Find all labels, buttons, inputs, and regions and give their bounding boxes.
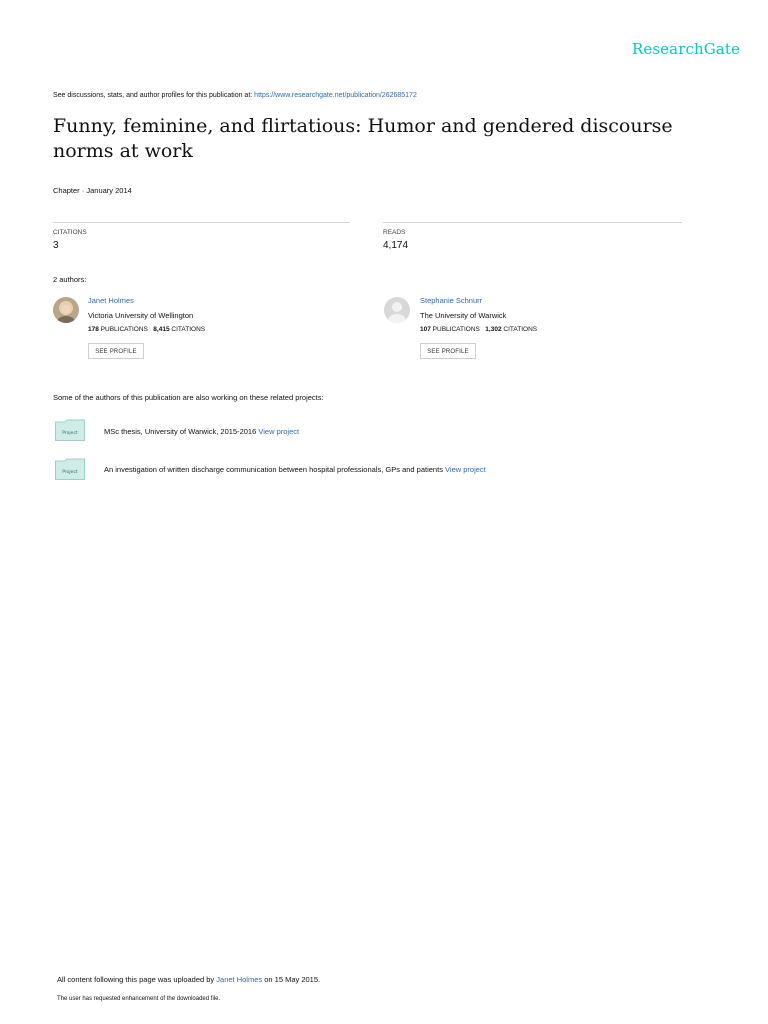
- author-citations-count: 1,302: [485, 326, 502, 333]
- author-institution: The University of Warwick: [420, 311, 507, 320]
- upload-suffix: on 15 May 2015.: [262, 975, 321, 984]
- related-projects-label: Some of the authors of this publication are also working on these related projects:: [53, 393, 324, 402]
- project-folder-icon[interactable]: [55, 419, 85, 441]
- folder-label: Project: [62, 470, 78, 475]
- upload-notice: [57, 975, 320, 984]
- author-name-link[interactable]: Stephanie Schnurr: [420, 296, 483, 305]
- author-stats: [88, 326, 205, 333]
- citations-divider: [53, 222, 350, 223]
- author-publications-count: 178: [88, 326, 99, 333]
- publication-url-link[interactable]: https://www.researchgate.net/publication/262685172: [254, 92, 417, 99]
- discussion-line: [53, 92, 417, 99]
- publication-type-date: Chapter · January 2014: [53, 186, 132, 195]
- view-project-link[interactable]: View project: [445, 465, 486, 474]
- author-publications-label: PUBLICATIONS: [100, 326, 148, 333]
- reads-count: 4,174: [383, 240, 409, 251]
- publication-title: Funny, feminine, and flirtatious: Humor and gendered discourse norms at work: [53, 115, 673, 162]
- authors-label: 2 authors:: [53, 275, 87, 284]
- project-item: [104, 427, 299, 436]
- author-citations-label: CITATIONS: [503, 326, 538, 333]
- view-project-link[interactable]: View project: [258, 427, 300, 436]
- researchgate-logo[interactable]: ResearchGate: [632, 40, 740, 58]
- uploader-link[interactable]: Janet Holmes: [216, 975, 263, 984]
- discussion-text: See discussions, stats, and author profiles for this publication at:: [53, 92, 255, 99]
- folder-icon: [55, 419, 85, 441]
- project-title: An investigation of written discharge communication between hospital professionals, GPs and patients: [104, 465, 446, 474]
- citations-label: CITATIONS: [53, 229, 87, 236]
- reads-label: READS: [383, 229, 406, 236]
- project-title: MSc thesis, University of Warwick, 2015-2016: [104, 427, 259, 436]
- author-name-link[interactable]: Janet Holmes: [88, 296, 134, 305]
- see-profile-button[interactable]: SEE PROFILE: [420, 343, 476, 359]
- author-photo-icon: [53, 297, 79, 323]
- folder-label: Project: [62, 431, 78, 436]
- citations-count: 3: [53, 240, 59, 251]
- project-folder-icon[interactable]: [55, 458, 85, 480]
- author-avatar[interactable]: [384, 297, 410, 323]
- author-avatar[interactable]: [53, 297, 79, 323]
- enhancement-note: The user has requested enhancement of the downloaded file.: [57, 996, 221, 1002]
- author-citations-count: 8,415: [153, 326, 170, 333]
- folder-icon: [55, 458, 85, 480]
- author-publications-label: PUBLICATIONS: [432, 326, 480, 333]
- author-institution: Victoria University of Wellington: [88, 311, 194, 320]
- author-publications-count: 107: [420, 326, 431, 333]
- author-stats: [420, 326, 537, 333]
- upload-prefix: All content following this page was uploaded by: [57, 975, 217, 984]
- project-item: [104, 465, 486, 474]
- default-avatar-icon: [384, 297, 410, 323]
- author-citations-label: CITATIONS: [171, 326, 206, 333]
- reads-divider: [383, 222, 682, 223]
- see-profile-button[interactable]: SEE PROFILE: [88, 343, 144, 359]
